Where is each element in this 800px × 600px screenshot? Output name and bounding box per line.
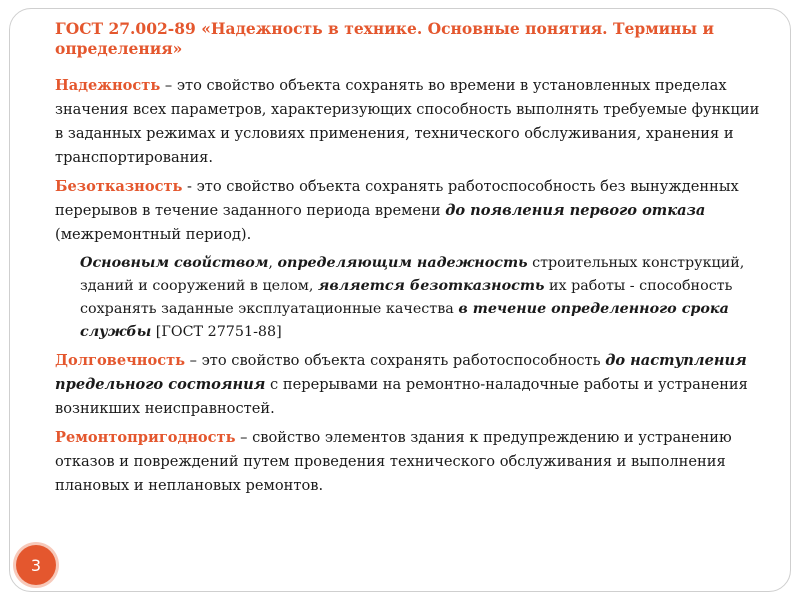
page-number-badge: 3 <box>16 545 56 585</box>
term-reliability: Надежность <box>55 77 161 94</box>
term-failure-free: Безотказность <box>55 178 183 195</box>
term-durability: Долговечность <box>55 352 186 369</box>
standard-reference: [ГОСТ 27751-88] <box>151 324 282 340</box>
definition-text: с перерывами на ремонтно-наладочные работы и устранения возникших неисправностей. <box>55 376 748 417</box>
quote-text: , <box>268 255 278 271</box>
term-maintainability: Ремонтопригодность <box>55 429 236 446</box>
slide-content <box>55 74 765 503</box>
definition-maintainability <box>55 426 765 498</box>
quote-text: строительных конструкций, зданий и сооружений в целом, <box>80 255 745 294</box>
definition-failure-free <box>55 175 765 247</box>
definition-text: - это свойство объекта сохранять работоспособность без вынужденных перерывов в течение заданного периода времени <box>55 178 739 219</box>
quote-text: их работы - способность сохранять заданные эксплуатационные качества <box>80 278 733 317</box>
definition-durability <box>55 349 765 421</box>
definition-reliability <box>55 74 765 170</box>
definition-text: – это свойство объекта сохранять во времени в установленных пределах значения всех параметров, характеризующих способность выполнять требуемые функции в заданных режимах и условиях применения, технического обслуживания, хранения и транспортирования. <box>55 77 760 166</box>
definition-text: – это свойство объекта сохранять работоспособность <box>185 352 606 369</box>
emphasis-text: до наступления предельного состояния <box>55 352 747 393</box>
emphasis-text: является безотказность <box>318 278 545 294</box>
emphasis-text: определяющим надежность <box>277 255 528 271</box>
emphasis-text: до появления первого отказа <box>445 202 706 219</box>
emphasis-text: Основным свойством <box>80 255 269 271</box>
definition-text: – свойство элементов здания к предупреждению и устранению отказов и повреждений путем проведения технического обслуживания и выполнения плановых и неплановых ремонтов. <box>55 429 732 494</box>
quote-main-property <box>80 252 765 344</box>
slide-title: ГОСТ 27.002-89 «Надежность в технике. Основные понятия. Термины и определения» <box>55 19 714 58</box>
emphasis-text: в течение определенного срока службы <box>80 301 729 340</box>
definition-text: (межремонтный период). <box>55 226 252 243</box>
